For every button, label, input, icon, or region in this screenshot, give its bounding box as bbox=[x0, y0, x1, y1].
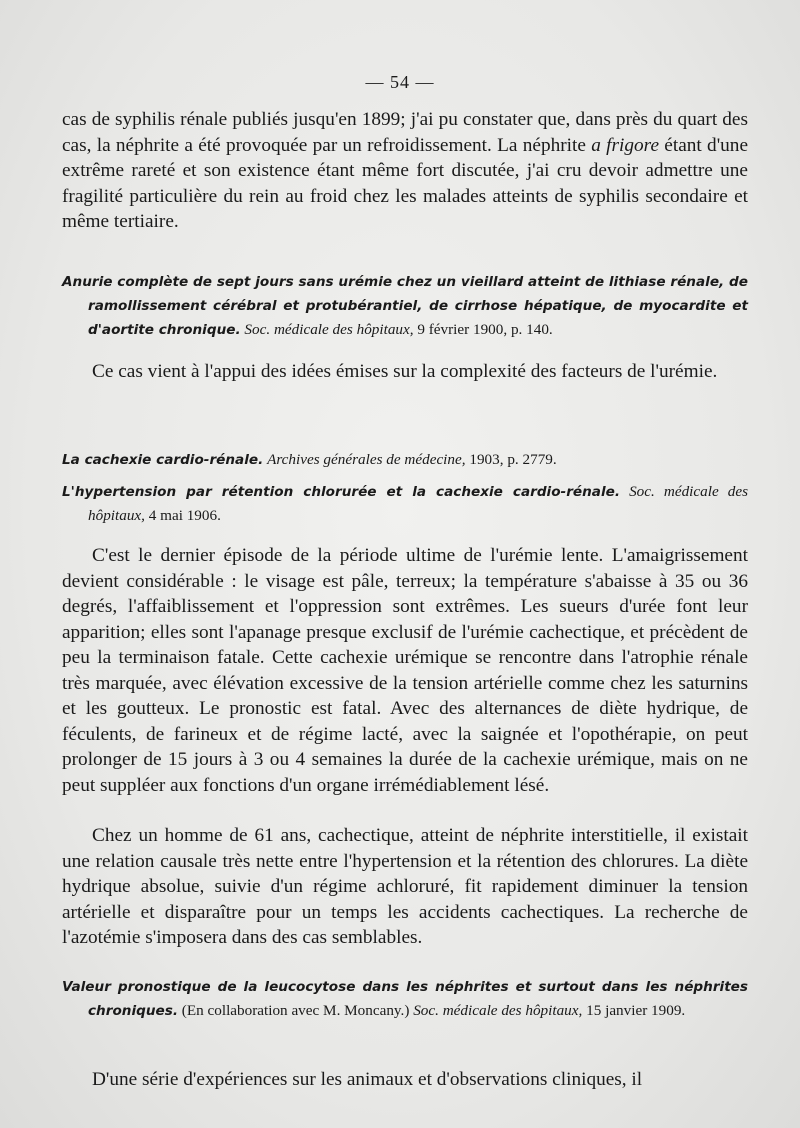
reference-hypertension bbox=[62, 480, 748, 527]
paragraph-homme: Chez un homme de 61 ans, cachectique, atteint de néphrite interstitielle, il existait une relation causale très nette entre l'hypertension et la rétention des chlorures. La diète hydrique absolue, suivie d'un régime achloruré, fit rapidement diminuer la tension artérielle et disparaître pour un temps les accidents cachectiques. La recherche de l'azotémie s'imposera dans des cas semblables. bbox=[62, 825, 748, 949]
reference-date: 15 janvier 1909. bbox=[582, 1002, 686, 1020]
reference-source: Soc. médicale des hôpitaux, bbox=[244, 321, 414, 339]
reference-source: Archives générales de médecine, bbox=[267, 451, 466, 469]
page-number: — 54 — bbox=[365, 72, 435, 92]
reference-date: 4 mai 1906. bbox=[144, 507, 221, 525]
reference-anurie bbox=[62, 270, 748, 342]
reference-source: Soc. médicale des hôpitaux, bbox=[413, 1002, 583, 1020]
reference-date: 9 février 1900, p. 140. bbox=[413, 321, 553, 339]
reference-title: Valeur pronostique de la leucocytose dans les néphrites et surtout dans les néphrites chroniques. bbox=[62, 979, 748, 1020]
paragraph-serie: D'une série d'expériences sur les animaux et d'observations cliniques, il bbox=[92, 1069, 643, 1091]
intro-text-a: cas de syphilis rénale publiés jusqu'en 1899; j'ai pu constater que, dans près du quart des cas, la néphrite a été provoquée par un refroidissement. La néphrite bbox=[62, 109, 748, 156]
reference-cachexie bbox=[62, 448, 748, 472]
reference-title: Anurie complète de sept jours sans urémie chez un vieillard atteint de lithiase rénale, de ramollissement cérébral et protubérantiel, de cirrhose hépatique, de myocardite et d'aortite chronique. bbox=[62, 274, 748, 339]
reference-leucocytose bbox=[62, 975, 748, 1023]
intro-paragraph bbox=[62, 107, 748, 235]
reference-title: La cachexie cardio-rénale. bbox=[62, 452, 264, 469]
reference-collaboration: (En collaboration avec M. Moncany.) bbox=[178, 1002, 414, 1020]
reference-date: 1903, p. 2779. bbox=[465, 451, 557, 469]
reference-source: Soc. médicale des hôpitaux, bbox=[88, 483, 748, 525]
reference-title: L'hypertension par rétention chlorurée et la cachexie cardio-rénale. bbox=[62, 484, 621, 501]
paragraph-cachexie: C'est le dernier épisode de la période ultime de l'urémie lente. L'amaigrissement devient considérable : le visage est pâle, terreux; la température s'abaisse à 35 ou 36 degrés, l'affaiblissement et l'oppression sont extrêmes. Les sueurs d'urée font leur apparition; elles sont l'apanage presque exclusif de l'urémie cachectique, et précèdent de peu la terminaison fatale. Cette cachexie urémique se rencontre dans l'atrophie rénale très marquée, avec élévation excessive de la tension artérielle comme chez les saturnins et les goutteux. Le pronostic est fatal. Avec des alternances de diète hydrique, de féculents, de farineux et de régime lacté, avec la saignée et l'opothérapie, on peut prolonger de 15 jours à 3 ou 4 semaines la durée de la cachexie urémique, mais on ne peut suppléer aux fonctions d'un organe irrémédiablement lésé. bbox=[62, 545, 748, 796]
paragraph-uremie: Ce cas vient à l'appui des idées émises sur la complexité des facteurs de l'urémie. bbox=[92, 361, 718, 383]
intro-italic: a frigore bbox=[591, 134, 660, 156]
intro-text-b: étant d'une extrême rareté et son existence étant même fort discutée, j'ai cru devoir admettre une fragilité particulière du rein au froid chez les malades atteints de syphilis secondaire et même tertiaire. bbox=[62, 134, 749, 233]
